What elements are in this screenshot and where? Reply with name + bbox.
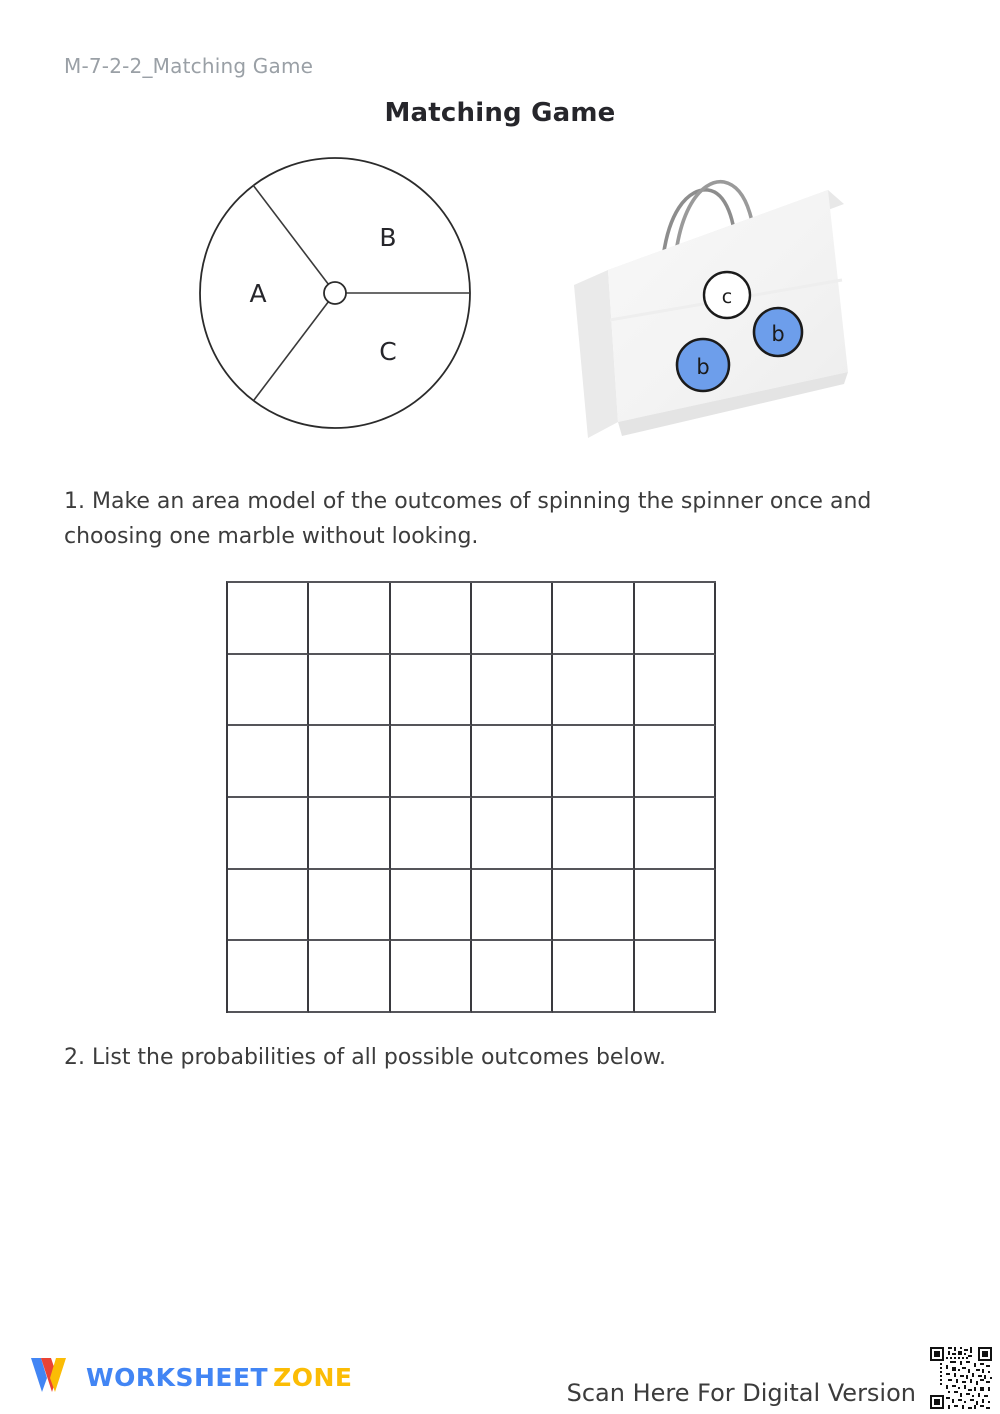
marble-label-b-left: b — [696, 355, 710, 379]
bag-with-marbles-figure — [566, 160, 866, 445]
spinner-sector-label-c: C — [379, 337, 397, 366]
worksheet-code: M-7-2-2_Matching Game — [64, 54, 314, 78]
grid-cell[interactable] — [309, 583, 390, 655]
spinner-hub — [324, 282, 346, 304]
qr-code[interactable] — [928, 1345, 994, 1411]
grid-cell[interactable] — [228, 583, 309, 655]
grid-cell[interactable] — [472, 870, 553, 942]
grid-cell[interactable] — [553, 798, 634, 870]
grid-cell[interactable] — [553, 583, 634, 655]
grid-cell[interactable] — [553, 726, 634, 798]
grid-cell[interactable] — [553, 655, 634, 727]
grid-cell[interactable] — [309, 870, 390, 942]
question-1-text: 1. Make an area model of the outcomes of spinning the spinner once and choosing one marble without looking. — [64, 489, 872, 549]
marble-label-c: c — [721, 286, 733, 308]
logo-word-zone: ZONE — [273, 1362, 353, 1392]
grid-cell[interactable] — [635, 798, 716, 870]
grid-cell[interactable] — [472, 655, 553, 727]
grid-cell[interactable] — [553, 870, 634, 942]
grid-cell[interactable] — [635, 941, 716, 1013]
area-model-grid[interactable] — [226, 581, 716, 1013]
worksheet-zone-logo-text — [86, 1363, 352, 1392]
grid-cell[interactable] — [228, 941, 309, 1013]
grid-cell[interactable] — [635, 655, 716, 727]
grid-cell[interactable] — [472, 583, 553, 655]
marble-blue-b-left — [677, 339, 729, 391]
grid-cell[interactable] — [391, 583, 472, 655]
grid-cell[interactable] — [309, 798, 390, 870]
grid-cell[interactable] — [228, 798, 309, 870]
grid-cell[interactable] — [472, 798, 553, 870]
spinner-sector-label-b: B — [379, 223, 397, 252]
grid-cell[interactable] — [635, 583, 716, 655]
grid-cell[interactable] — [391, 870, 472, 942]
spinner-sector-label-a: A — [249, 279, 267, 308]
marble-blue-b-right — [754, 308, 802, 356]
question-2-text: 2. List the probabilities of all possible outcomes below. — [64, 1045, 667, 1070]
grid-cell[interactable] — [228, 655, 309, 727]
grid-cell[interactable] — [309, 726, 390, 798]
grid-cell[interactable] — [228, 870, 309, 942]
marble-white-c — [704, 272, 750, 318]
grid-cell[interactable] — [391, 941, 472, 1013]
page-title: Matching Game — [384, 98, 616, 128]
grid-cell[interactable] — [472, 941, 553, 1013]
grid-cell[interactable] — [635, 726, 716, 798]
scan-here-text: Scan Here For Digital Version — [566, 1379, 916, 1407]
grid-cell[interactable] — [391, 798, 472, 870]
grid-cell[interactable] — [309, 655, 390, 727]
grid-cell[interactable] — [391, 726, 472, 798]
grid-cell[interactable] — [553, 941, 634, 1013]
logo-word-worksheet: WORKSHEET — [86, 1362, 269, 1392]
grid-cell[interactable] — [635, 870, 716, 942]
spinner-figure — [196, 150, 482, 440]
worksheet-zone-logo[interactable] — [26, 1355, 352, 1399]
marble-label-b-right: b — [771, 322, 785, 346]
grid-cell[interactable] — [309, 941, 390, 1013]
grid-cell[interactable] — [391, 655, 472, 727]
grid-cell[interactable] — [228, 726, 309, 798]
worksheet-zone-logo-mark — [26, 1354, 76, 1400]
grid-cell[interactable] — [472, 726, 553, 798]
